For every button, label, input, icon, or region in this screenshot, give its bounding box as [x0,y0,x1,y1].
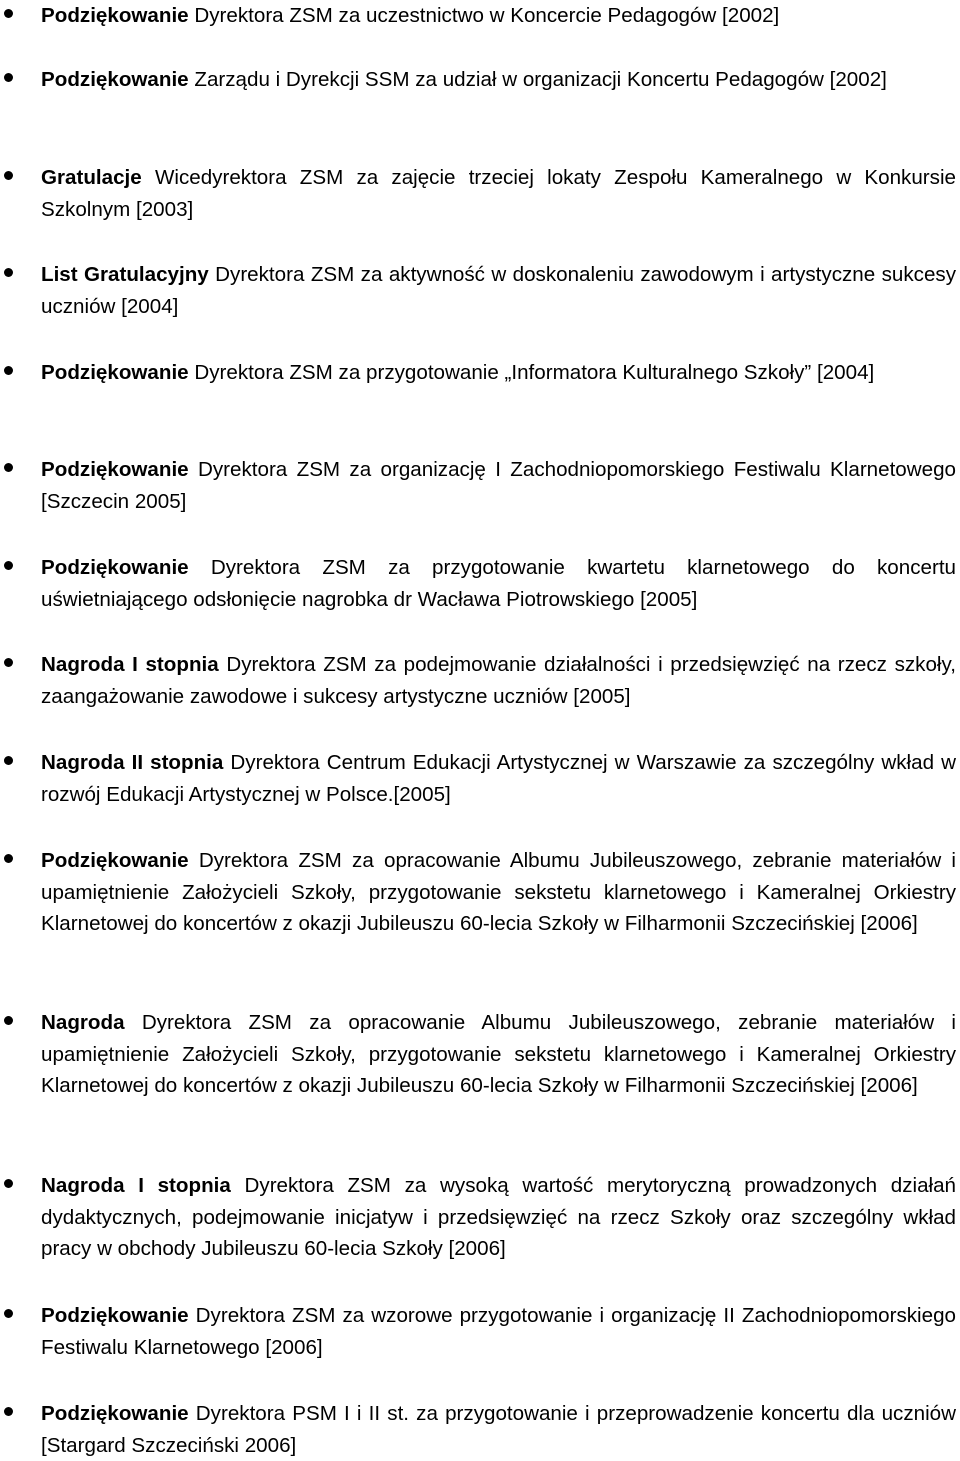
bullet-icon [4,463,13,472]
item-description: Dyrektora ZSM za organizację I Zachodniopomorskiego Festiwalu Klarnetowego [Szczecin 2005] [41,458,956,513]
bullet-icon [4,366,13,375]
bullet-icon [4,9,13,18]
item-description: Zarządu i Dyrekcji SSM za udział w organizacji Koncertu Pedagogów [2002] [188,68,887,91]
item-description: Dyrektora PSM I i II st. za przygotowanie i przeprowadzenie koncertu dla uczniów [Stargard Szczeciński 2006] [41,1402,956,1457]
item-description: Dyrektora ZSM za przygotowanie „Informatora Kulturalnego Szkoły” [2004] [188,361,875,384]
list-item-text [41,552,956,615]
item-description: Wicedyrektora ZSM za zajęcie trzeciej lokaty Zespołu Kameralnego w Konkursie Szkolnym [2003] [41,166,956,221]
bullet-icon [4,756,13,765]
item-description: Dyrektora ZSM za aktywność w doskonaleniu zawodowym i artystyczne sukcesy uczniów [2004] [41,263,956,318]
list-item-text [41,1170,956,1265]
item-description: Dyrektora ZSM za podejmowanie działalności i przedsięwzięć na rzecz szkoły, zaangażowanie zawodowe i sukcesy artystyczne uczniów [2005] [41,653,956,708]
item-label-bold: List Gratulacyjny [41,263,209,286]
bullet-icon [4,268,13,277]
bullet-icon [4,1179,13,1188]
item-description: Dyrektora ZSM za przygotowanie kwartetu klarnetowego do koncertu uświetniającego odsłonięcie nagrobka dr Wacława Piotrowskiego [2005] [41,556,956,611]
bullet-icon [4,658,13,667]
bullet-icon [4,561,13,570]
item-label-bold: Podziękowanie [41,1402,189,1425]
item-description: Dyrektora Centrum Edukacji Artystycznej w Warszawie za szczególny wkład w rozwój Edukacji Artystycznej w Polsce.[2005] [41,751,956,806]
item-label-bold: Podziękowanie [41,849,189,872]
list-item-text [41,454,956,517]
item-description: Dyrektora ZSM za opracowanie Albumu Jubileuszowego, zebranie materiałów i upamiętnienie Założycieli Szkoły, przygotowanie sekstetu klarnetowego i Kameralnej Orkiestry Klarnetowej do koncertów z okazji Jubileuszu 60-lecia Szkoły w Filharmonii Szczecińskiej [2006] [41,1011,956,1097]
item-label-bold: Podziękowanie [41,4,189,27]
list-item-text [41,845,956,940]
bullet-icon [4,1309,13,1318]
list-item-text [41,0,956,32]
list-item-text [41,747,956,810]
list-item-text [41,649,956,712]
list-item-text [41,1398,956,1461]
bullet-icon [4,171,13,180]
bullet-icon [4,73,13,82]
list-item-text [41,357,956,389]
item-description: Dyrektora ZSM za uczestnictwo w Koncercie Pedagogów [2002] [188,4,780,27]
item-label-bold: Podziękowanie [41,458,189,481]
list-item-text [41,64,956,96]
list-item-text [41,259,956,322]
list-item-text [41,162,956,225]
list-item-text [41,1300,956,1363]
item-label-bold: Nagroda I stopnia [41,653,219,676]
item-label-bold: Nagroda [41,1011,125,1034]
item-label-bold: Gratulacje [41,166,142,189]
item-description: Dyrektora ZSM za opracowanie Albumu Jubileuszowego, zebranie materiałów i upamiętnienie Założycieli Szkoły, przygotowanie sekstetu klarnetowego i Kameralnej Orkiestry Klarnetowej do koncertów z okazji Jubileuszu 60-lecia Szkoły w Filharmonii Szczecińskiej [2006] [41,849,956,935]
item-label-bold: Podziękowanie [41,68,189,91]
item-label-bold: Podziękowanie [41,556,189,579]
item-description: Dyrektora ZSM za wzorowe przygotowanie i organizację II Zachodniopomorskiego Festiwalu Klarnetowego [2006] [41,1304,956,1359]
bullet-icon [4,1016,13,1025]
item-label-bold: Nagroda I stopnia [41,1174,231,1197]
item-label-bold: Podziękowanie [41,1304,189,1327]
bullet-icon [4,854,13,863]
item-description: Dyrektora ZSM za wysoką wartość merytoryczną prowadzonych działań dydaktycznych, podejmowanie inicjatyw i przedsięwzięć na rzecz Szkoły oraz szczególny wkład pracy w obchody Jubileuszu 60-lecia Szkoły [2006] [41,1174,957,1260]
list-item-text [41,1007,956,1102]
item-label-bold: Nagroda II stopnia [41,751,224,774]
bullet-icon [4,1407,13,1416]
item-label-bold: Podziękowanie [41,361,189,384]
